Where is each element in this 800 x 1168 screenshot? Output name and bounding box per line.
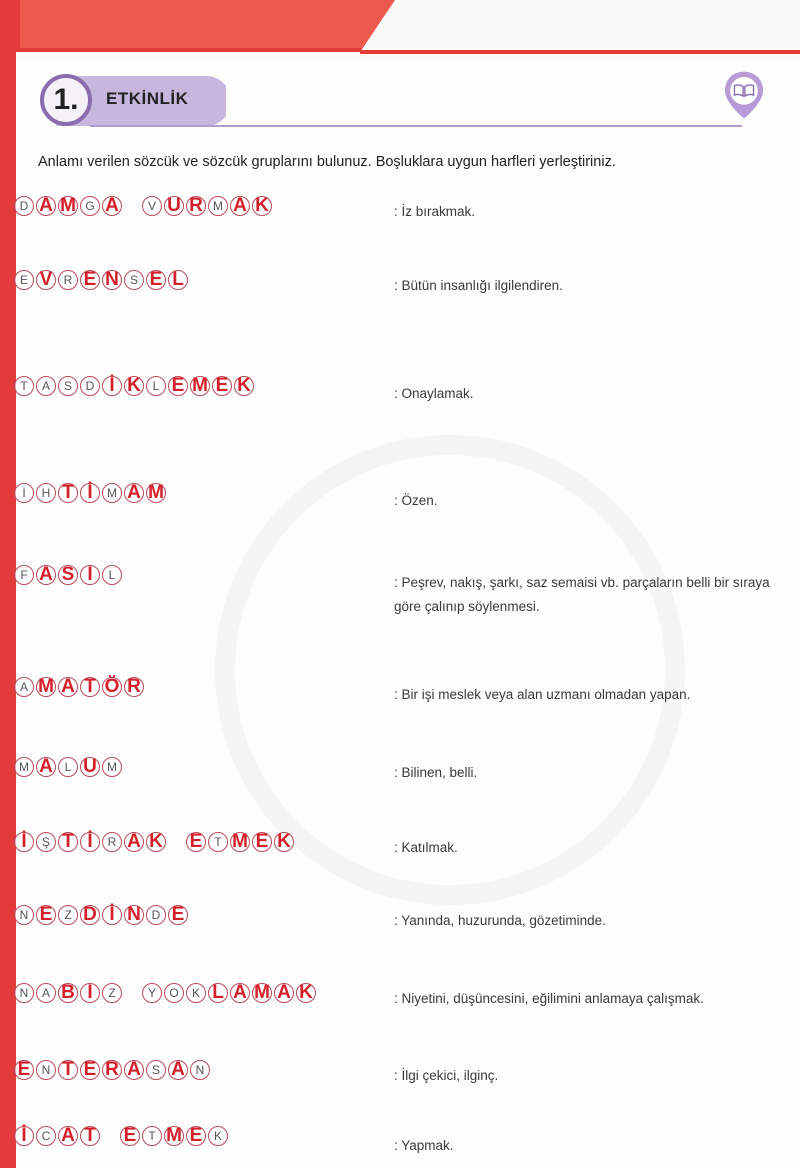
handwritten-letter[interactable]: A (102, 196, 122, 216)
handwritten-letter[interactable]: T (80, 677, 100, 697)
answer-letters (14, 983, 336, 1003)
answer-word (142, 196, 274, 216)
handwritten-letter[interactable]: A (230, 196, 250, 216)
printed-letter-circle[interactable]: N (190, 1060, 210, 1080)
printed-letter-circle[interactable]: M (14, 757, 34, 777)
definition-text: : İlgi çekici, ilginç. (394, 1068, 499, 1083)
handwritten-letter[interactable]: M (58, 196, 78, 216)
activity-number: 1. (40, 74, 92, 126)
header-band (0, 0, 800, 60)
handwritten-letter[interactable]: D (80, 905, 100, 925)
handwritten-letter[interactable]: K (234, 376, 254, 396)
answer-word (14, 905, 190, 925)
header-divider (90, 125, 742, 127)
printed-letter-circle[interactable]: K (186, 983, 206, 1003)
printed-letter-circle[interactable]: Y (142, 983, 162, 1003)
handwritten-letter[interactable]: K (252, 196, 272, 216)
printed-letter-circle[interactable]: K (208, 1126, 228, 1146)
handwritten-letter[interactable]: E (252, 832, 272, 852)
printed-letter-circle[interactable]: Z (58, 905, 78, 925)
handwritten-letter[interactable]: A (168, 1060, 188, 1080)
handwritten-letter[interactable]: M (190, 376, 210, 396)
handwritten-letter[interactable]: E (146, 270, 166, 290)
handwritten-letter[interactable]: İ (102, 905, 122, 925)
answer-word (14, 1060, 212, 1080)
handwritten-letter[interactable]: İ (80, 832, 100, 852)
answer-letters (14, 196, 292, 216)
printed-letter-circle[interactable]: E (14, 270, 34, 290)
handwritten-letter[interactable]: A (230, 983, 250, 1003)
printed-letter-circle[interactable]: Z (102, 983, 122, 1003)
handwritten-letter[interactable]: V (36, 270, 56, 290)
handwritten-letter[interactable]: R (186, 196, 206, 216)
handwritten-letter[interactable]: M (252, 983, 272, 1003)
definition-text: : Bütün insanlığı ilgilendiren. (394, 278, 563, 293)
handwritten-letter[interactable]: A (36, 757, 56, 777)
activity-title: ETKİNLİK (106, 89, 189, 108)
handwritten-letter[interactable]: İ (102, 376, 122, 396)
printed-letter-circle[interactable]: A (14, 677, 34, 697)
answer-word (14, 1126, 102, 1146)
printed-letter-circle[interactable]: N (36, 1060, 56, 1080)
answer-letters (14, 1060, 230, 1080)
definition-text: : Peşrev, nakış, şarkı, saz semaisi vb. parçaların belli bir sıraya göre çalınıp söylenmesi. (394, 575, 770, 614)
printed-letter-circle[interactable]: R (102, 832, 122, 852)
definition-text: : Bilinen, belli. (394, 765, 478, 780)
handwritten-letter[interactable]: M (146, 483, 166, 503)
printed-letter-circle[interactable]: G (80, 196, 100, 216)
printed-letter-circle[interactable]: D (146, 905, 166, 925)
answer-letters (14, 832, 314, 852)
answer-word (14, 757, 124, 777)
printed-letter-circle[interactable]: T (14, 376, 34, 396)
handwritten-letter[interactable]: A (124, 1060, 144, 1080)
handwritten-letter[interactable]: A (58, 677, 78, 697)
answer-word (14, 832, 168, 852)
handwritten-letter[interactable]: E (36, 905, 56, 925)
answer-letters (14, 905, 208, 925)
printed-letter-circle[interactable]: T (142, 1126, 162, 1146)
handwritten-letter[interactable]: K (146, 832, 166, 852)
definition-text: : Yapmak. (394, 1138, 454, 1153)
handwritten-letter[interactable]: S (58, 565, 78, 585)
answer-word (14, 565, 124, 585)
handwritten-letter[interactable]: K (296, 983, 316, 1003)
printed-letter-circle[interactable]: D (14, 196, 34, 216)
handwritten-letter[interactable]: T (58, 1060, 78, 1080)
handwritten-letter[interactable]: E (14, 1060, 34, 1080)
answer-letters (14, 270, 208, 290)
handwritten-letter[interactable]: İ (14, 832, 34, 852)
answer-letters (14, 483, 186, 503)
handwritten-letter[interactable]: K (124, 376, 144, 396)
handwritten-letter[interactable]: M (36, 677, 56, 697)
printed-letter-circle[interactable]: M (208, 196, 228, 216)
handwritten-letter[interactable]: E (168, 376, 188, 396)
definition-text: : Özen. (394, 493, 438, 508)
printed-letter-circle[interactable]: A (36, 983, 56, 1003)
open-book-icon (718, 70, 770, 122)
handwritten-letter[interactable]: İ (14, 1126, 34, 1146)
handwritten-letter[interactable]: B (58, 983, 78, 1003)
handwritten-letter[interactable]: A (124, 483, 144, 503)
handwritten-letter[interactable]: N (102, 270, 122, 290)
printed-letter-circle[interactable]: M (102, 483, 122, 503)
handwritten-letter[interactable]: A (36, 196, 56, 216)
handwritten-letter[interactable]: Ö (102, 677, 122, 697)
printed-letter-circle[interactable]: S (124, 270, 144, 290)
handwritten-letter[interactable]: M (230, 832, 250, 852)
printed-letter-circle[interactable]: N (14, 905, 34, 925)
printed-letter-circle[interactable]: T (208, 832, 228, 852)
handwritten-letter[interactable]: L (208, 983, 228, 1003)
handwritten-letter[interactable]: U (80, 757, 100, 777)
definition-text: : Katılmak. (394, 840, 458, 855)
answer-letters (14, 1126, 248, 1146)
handwritten-letter[interactable]: A (36, 565, 56, 585)
printed-letter-circle[interactable]: D (80, 376, 100, 396)
answer-letters (14, 677, 164, 697)
handwritten-letter[interactable]: M (164, 1126, 184, 1146)
printed-letter-circle[interactable]: R (58, 270, 78, 290)
answer-word (120, 1126, 230, 1146)
handwritten-letter[interactable]: E (186, 832, 206, 852)
printed-letter-circle[interactable]: O (164, 983, 184, 1003)
printed-letter-circle[interactable]: L (146, 376, 166, 396)
answer-word (14, 677, 146, 697)
handwritten-letter[interactable]: E (212, 376, 232, 396)
definition-text: : Bir işi meslek veya alan uzmanı olmadan yapan. (394, 687, 691, 702)
handwritten-letter[interactable]: A (274, 983, 294, 1003)
answer-word (14, 483, 168, 503)
handwritten-letter[interactable]: T (58, 832, 78, 852)
printed-letter-circle[interactable]: M (102, 757, 122, 777)
printed-letter-circle[interactable]: L (58, 757, 78, 777)
handwritten-letter[interactable]: I (80, 983, 100, 1003)
handwritten-letter[interactable]: T (58, 483, 78, 503)
answer-word (14, 376, 256, 396)
printed-letter-circle[interactable]: C (36, 1126, 56, 1146)
handwritten-letter[interactable]: N (124, 905, 144, 925)
handwritten-letter[interactable]: L (168, 270, 188, 290)
handwritten-letter[interactable]: R (124, 677, 144, 697)
printed-letter-circle[interactable]: İ (14, 483, 34, 503)
instruction-text: Anlamı verilen sözcük ve sözcük gruplarını bulunuz. Boşluklara uygun harfleri yerleştiriniz. (38, 154, 616, 170)
definition-text: : Onaylamak. (394, 386, 474, 401)
printed-letter-circle[interactable]: L (102, 565, 122, 585)
handwritten-letter[interactable]: A (58, 1126, 78, 1146)
printed-letter-circle[interactable]: S (58, 376, 78, 396)
handwritten-letter[interactable]: T (80, 1126, 100, 1146)
handwritten-letter[interactable]: E (80, 1060, 100, 1080)
answer-letters (14, 376, 274, 396)
handwritten-letter[interactable]: U (164, 196, 184, 216)
printed-letter-circle[interactable]: F (14, 565, 34, 585)
handwritten-letter[interactable]: E (80, 270, 100, 290)
definition-text: : İz bırakmak. (394, 204, 476, 219)
printed-letter-circle[interactable]: N (14, 983, 34, 1003)
handwritten-letter[interactable]: E (186, 1126, 206, 1146)
printed-letter-circle[interactable]: H (36, 483, 56, 503)
answer-word (14, 196, 124, 216)
definition-text: : Niyetini, düşüncesini, eğilimini anlamaya çalışmak. (394, 991, 704, 1006)
answer-word (186, 832, 296, 852)
handwritten-letter[interactable]: A (124, 832, 144, 852)
printed-letter-circle[interactable]: Ş (36, 832, 56, 852)
printed-letter-circle[interactable]: V (142, 196, 162, 216)
handwritten-letter[interactable]: K (274, 832, 294, 852)
handwritten-letter[interactable]: E (120, 1126, 140, 1146)
handwritten-letter[interactable]: İ (80, 483, 100, 503)
printed-letter-circle[interactable]: A (36, 376, 56, 396)
answer-letters (14, 565, 142, 585)
answer-word (14, 983, 124, 1003)
handwritten-letter[interactable]: R (102, 1060, 122, 1080)
handwritten-letter[interactable]: I (80, 565, 100, 585)
handwritten-letter[interactable]: E (168, 905, 188, 925)
answer-word (142, 983, 318, 1003)
answer-word (14, 270, 190, 290)
answer-letters (14, 757, 142, 777)
printed-letter-circle[interactable]: S (146, 1060, 166, 1080)
definition-text: : Yanında, huzurunda, gözetiminde. (394, 913, 606, 928)
